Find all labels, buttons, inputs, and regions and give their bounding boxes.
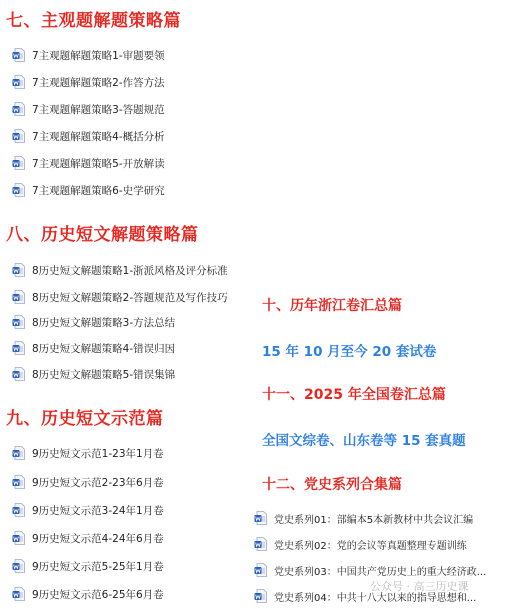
word-doc-icon [12, 559, 25, 573]
file-name: 9历史短文示范1-23年1月卷 [32, 447, 164, 460]
section-7-heading: 七、主观题解题策略篇 [6, 11, 181, 31]
file-name: 9历史短文示范4-24年6月卷 [32, 532, 164, 545]
file-name: 7主观题解题策略6-史学研究 [32, 184, 165, 197]
file-name: 8历史短文解题策略5-错误集锦 [32, 368, 176, 381]
word-doc-icon [12, 315, 25, 329]
file-name: 7主观题解题策略2-作答方法 [32, 76, 165, 89]
word-doc-icon [12, 290, 25, 304]
file-name: 9历史短文示范6-25年6月卷 [32, 588, 164, 601]
file-item[interactable] [12, 314, 175, 330]
section-10-heading: 十、历年浙江卷汇总篇 [262, 298, 402, 314]
word-doc-icon [12, 183, 25, 197]
word-doc-icon [12, 263, 25, 277]
file-name: 党史系列04：中共十八大以来的指导思想和... [274, 592, 477, 604]
word-doc-icon [12, 446, 25, 460]
file-item[interactable] [12, 128, 165, 144]
file-name: 党史系列01：部编本5本新教材中共会议汇编 [274, 514, 474, 526]
section-10-subtitle: 15 年 10 月至今 20 套试卷 [262, 344, 437, 360]
word-doc-icon [12, 48, 25, 62]
file-item[interactable] [254, 510, 473, 526]
word-doc-icon [12, 156, 25, 170]
file-item[interactable] [12, 474, 164, 490]
file-item[interactable] [12, 289, 228, 305]
word-doc-icon [12, 475, 25, 489]
word-doc-icon [12, 531, 25, 545]
file-name: 7主观题解题策略3-答题规范 [32, 103, 165, 116]
file-name: 党史系列02：党的会议等真题整理专题训练 [274, 540, 467, 552]
file-item[interactable] [12, 155, 165, 171]
word-doc-icon [12, 367, 25, 381]
word-doc-icon [12, 102, 25, 116]
file-name: 9历史短文示范5-25年1月卷 [32, 560, 164, 573]
file-item[interactable] [12, 502, 164, 518]
file-name: 9历史短文示范2-23年6月卷 [32, 476, 164, 489]
file-name: 9历史短文示范3-24年1月卷 [32, 504, 164, 517]
section-12-heading: 十二、党史系列合集篇 [262, 477, 402, 493]
word-doc-icon [12, 129, 25, 143]
file-name: 8历史短文解题策略3-方法总结 [32, 316, 176, 329]
file-name: 8历史短文解题策略4-错误归因 [32, 342, 176, 355]
file-name: 8历史短文解题策略1-浙派风格及评分标准 [32, 264, 228, 277]
file-item[interactable] [12, 101, 165, 117]
section-11-heading: 十一、2025 年全国卷汇总篇 [262, 387, 446, 403]
file-item[interactable] [12, 340, 175, 356]
watermark: 公众号 · 高三历史课 [370, 580, 469, 593]
word-doc-icon [12, 587, 25, 601]
file-item[interactable] [12, 262, 228, 278]
file-item[interactable] [12, 586, 164, 602]
file-item[interactable] [12, 558, 164, 574]
file-item[interactable] [12, 366, 175, 382]
word-doc-icon [254, 537, 267, 551]
file-name: 7主观题解题策略4-概括分析 [32, 130, 165, 143]
file-name: 7主观题解题策略1-审题要领 [32, 49, 165, 62]
section-8-heading: 八、历史短文解题策略篇 [6, 225, 199, 245]
file-item[interactable] [12, 74, 165, 90]
file-item[interactable] [12, 47, 165, 63]
file-item[interactable] [12, 182, 165, 198]
file-item[interactable] [12, 445, 164, 461]
section-11-subtitle: 全国文综卷、山东卷等 15 套真题 [262, 433, 466, 449]
file-item[interactable] [12, 530, 164, 546]
file-name: 党史系列03：中国共产党历史上的重大经济政... [274, 566, 487, 578]
word-doc-icon [12, 503, 25, 517]
file-item[interactable] [254, 562, 486, 578]
file-item[interactable] [254, 536, 467, 552]
file-name: 7主观题解题策略5-开放解读 [32, 157, 165, 170]
word-doc-icon [254, 511, 267, 525]
word-doc-icon [254, 563, 267, 577]
word-doc-icon [12, 75, 25, 89]
file-name: 8历史短文解题策略2-答题规范及写作技巧 [32, 291, 228, 304]
word-doc-icon [254, 589, 267, 603]
word-doc-icon [12, 341, 25, 355]
section-9-heading: 九、历史短文示范篇 [6, 409, 164, 429]
